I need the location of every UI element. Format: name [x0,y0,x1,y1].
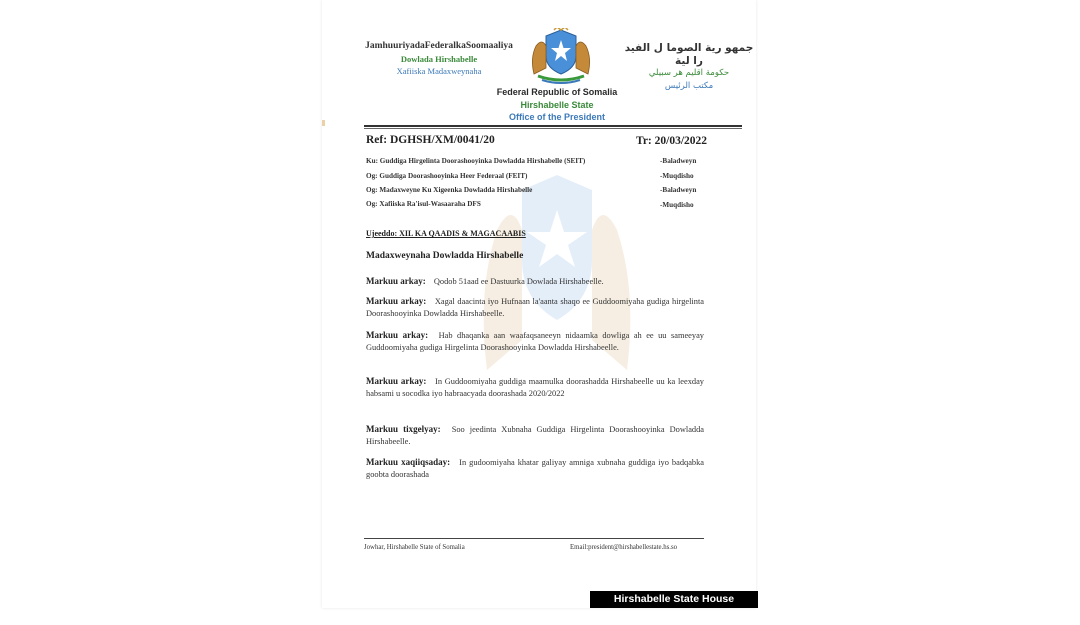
paragraph-label: Markuu arkay: [366,296,427,306]
letterhead-somali [364,40,514,78]
letter-page [322,0,756,608]
footer-email: Email:president@hirshabellestate.hs.so [570,544,678,551]
letterhead-left-line1: JamhuuriyadaFederalkaSoomaaliya [365,41,513,51]
reference-number: Ref: DGHSH/XM/0041/20 [366,134,495,146]
paragraph-label: Markuu arkay: [366,276,426,286]
paragraph-label: Markuu arkay: [366,330,429,340]
photo-credit: Hirshabelle State House (Facebook) [590,591,758,608]
paragraph-label: Markuu tixgelyay: [366,424,441,434]
body-paragraph [366,276,704,288]
letterhead-left-line3: Xafiiska Madaxweynaha [396,66,482,76]
recipient-city: -Baladweyn [660,186,697,194]
letterhead-center-line3: Office of the President [508,112,606,122]
body-paragraph [366,376,704,399]
letterhead-right-line2: حكومة اقليم هر سبيلي [648,68,730,78]
letter-date: Tr: 20/03/2022 [636,135,708,147]
recipient-city: -Muqdisho [660,172,694,180]
addressee: Madaxweynaha Dowladda Hirshabelle [366,251,524,261]
recipient-city: -Baladweyn [660,157,697,165]
footer-address: Jowhar, Hirshabelle State of Somalia [364,544,465,551]
paragraph-text: Soo jeedinta Xubnaha Guddiga Hirgelinta Doorashooyinka Dowladda Hirshabeelle. [366,425,705,446]
footer-divider [364,538,704,539]
letterhead-left-line2: Dowlada Hirshabelle [400,53,478,64]
subject-line: Ujeeddo: XIL KA QAADIS & MAGACAABIS [366,229,526,238]
paragraph-text: In Guddoomiyaha guddiga maamulka doorashadda Hirshabeelle uu ka leexday habsami u socodka iyo habraacyada doorashada 2020/2022 [366,377,704,398]
recipient-line: Og: Madaxweyne Ku Xigeenka Dowladda Hirshabelle [366,186,533,194]
body-paragraph [366,457,704,480]
letterhead-center-line1: Federal Republic of Somalia [496,87,618,97]
paragraph-label: Markuu arkay: [366,376,427,386]
recipient-city: -Muqdisho [660,201,694,209]
paragraph-text: Xagal daacinta iyo Hufnaan la'aanta shaqo ee Guddoomiyaha gudiga hirgelinta Doorashooyinka Dowladda Hirshabeelle. [366,297,704,318]
recipient-line: Og: Guddiga Doorashooyinka Heer Federaal (FEIT) [366,172,528,180]
paragraph-text: In gudoomiyaha khatar galiyay amniga xubnaha guddiga iyo badqabka goobta doorashada [366,458,705,479]
recipient-line: Ku: Guddiga Hirgelinta Doorashooyinka Dowladda Hirshabelle (SEIT) [366,157,586,165]
paragraph-text: Hab dhaqanka aan waafaqsaneeyn nidaamka dowliga ah ee uu sameeyay Guddoomiyaha gudiga Hirgelinta Doorashooyinka Dowladda Hirshabeelle. [366,331,704,352]
letterhead-english [482,86,632,124]
letterhead-center-line2: Hirshabelle State [520,99,594,110]
body-paragraph [366,296,704,319]
letterhead-right-line3: مكتب الرئيس [664,80,714,91]
paragraph-text: Qodob 51aad ee Dastuurka Dowlada Hirshabeelle. [433,277,604,286]
header-divider-thin [364,128,742,129]
letterhead-right-line1: جمهو رية الصوما ل الفيد را لية [624,42,754,67]
letterhead-arabic [624,42,754,92]
body-paragraph [366,424,704,447]
body-paragraph [366,330,704,353]
somalia-coat-of-arms-icon [524,28,598,84]
recipient-line: Og: Xafiiska Ra'isul-Wasaaraha DFS [366,200,481,208]
paragraph-label: Markuu xaqiiqsaday: [366,457,451,467]
paper-stain [322,120,325,126]
header-divider [364,125,742,127]
